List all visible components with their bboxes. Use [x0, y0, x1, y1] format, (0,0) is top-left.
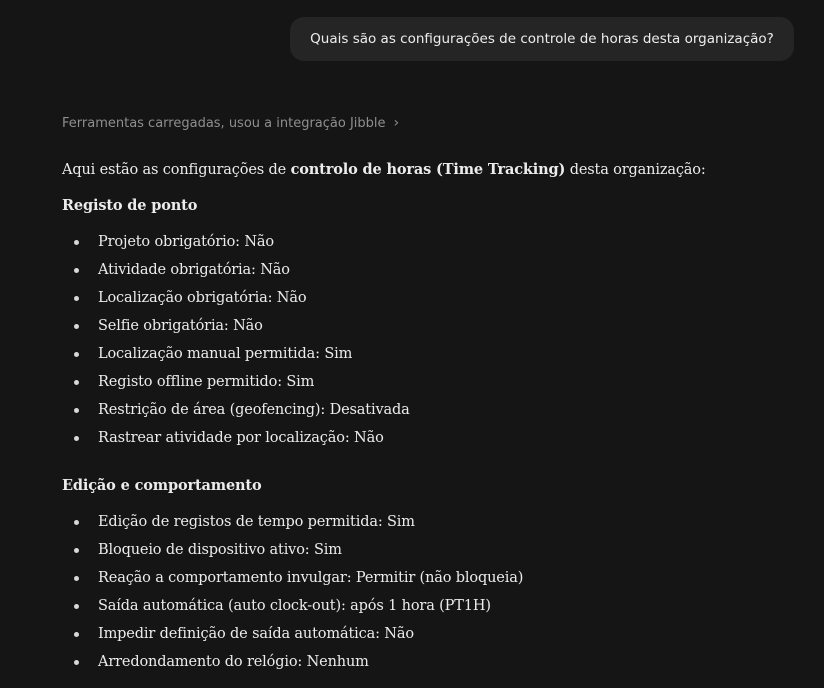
user-message-text: Quais são as configurações de controle de horas desta organização? [310, 31, 774, 47]
list-item [62, 284, 802, 312]
intro-bold: controlo de horas (Time Tracking) [290, 161, 566, 178]
list-item-text: Bloqueio de dispositivo ativo: Sim [98, 542, 342, 558]
bullet [74, 604, 79, 609]
section-title-edicao-e-comportamento: Edição e comportamento [62, 477, 262, 494]
list-item [62, 536, 802, 564]
list-item [62, 256, 802, 284]
bullet [74, 548, 79, 553]
bullet [74, 520, 79, 525]
bullet [74, 632, 79, 637]
list-item-text: Projeto obrigatório: Não [98, 234, 274, 250]
bullet [74, 380, 79, 385]
bullet [74, 296, 79, 301]
list-item [62, 508, 802, 536]
list-item-text: Restrição de área (geofencing): Desativada [98, 402, 410, 418]
bullet [74, 240, 79, 245]
section-title-registo-de-ponto: Registo de ponto [62, 197, 198, 214]
list-item-text: Saída automática (auto clock-out): após 1 hora (PT1H) [98, 598, 491, 614]
list-item [62, 396, 802, 424]
bullet [74, 352, 79, 357]
intro-suffix: desta organização: [565, 162, 706, 178]
list-item-text: Edição de registos de tempo permitida: Sim [98, 514, 415, 530]
bullet [74, 324, 79, 329]
settings-list-registo-de-ponto [62, 228, 802, 452]
list-item-text: Registo offline permitido: Sim [98, 374, 315, 390]
chevron-right-icon: › [393, 114, 400, 131]
list-item-text: Impedir definição de saída automática: Não [98, 626, 414, 642]
list-item-text: Selfie obrigatória: Não [98, 318, 263, 334]
settings-list-edicao-e-comportamento [62, 508, 802, 676]
list-item-text: Reação a comportamento invulgar: Permitir (não bloqueia) [98, 570, 524, 586]
response-intro [62, 156, 802, 184]
tool-usage-label: Ferramentas carregadas, usou a integração Jibble [62, 115, 386, 131]
tool-usage-toggle[interactable] [62, 113, 399, 133]
bullet [74, 268, 79, 273]
list-item-text: Atividade obrigatória: Não [98, 262, 290, 278]
bullet [74, 660, 79, 665]
user-message-bubble [290, 17, 794, 61]
list-item [62, 648, 802, 676]
list-item [62, 592, 802, 620]
list-item-text: Localização manual permitida: Sim [98, 346, 353, 362]
assistant-response [62, 156, 802, 676]
bullet [74, 408, 79, 413]
list-item [62, 228, 802, 256]
bullet [74, 576, 79, 581]
list-item [62, 564, 802, 592]
list-item [62, 340, 802, 368]
list-item-text: Rastrear atividade por localização: Não [98, 430, 384, 446]
list-item [62, 368, 802, 396]
list-item-text: Arredondamento do relógio: Nenhum [98, 654, 369, 670]
list-item [62, 424, 802, 452]
intro-prefix: Aqui estão as configurações de [62, 162, 291, 178]
bullet [74, 436, 79, 441]
list-item [62, 312, 802, 340]
list-item-text: Localização obrigatória: Não [98, 290, 307, 306]
list-item [62, 620, 802, 648]
